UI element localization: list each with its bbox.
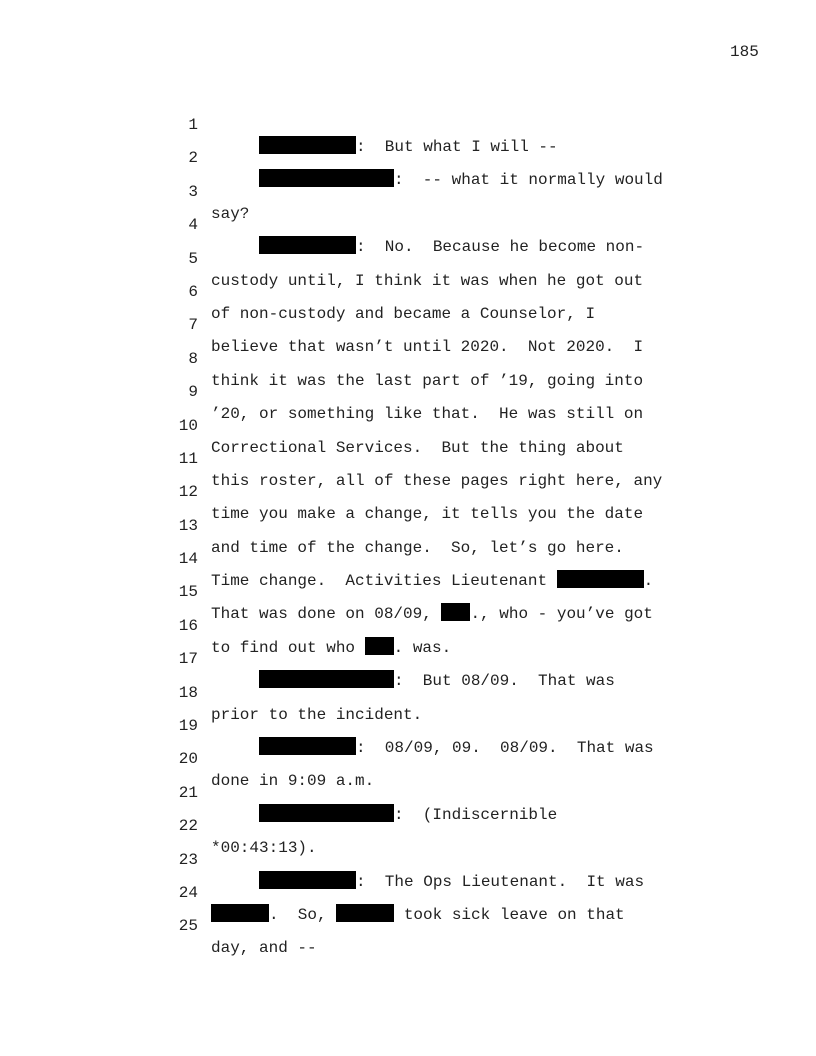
transcript-line — [0, 292, 816, 357]
transcript-line — [0, 159, 816, 223]
transcript-line — [0, 192, 816, 257]
line-text-part: . So, — [269, 905, 337, 924]
line-number: 1 — [188, 116, 198, 134]
transcript-line — [0, 893, 816, 958]
line-number: 3 — [188, 182, 198, 201]
transcript-line — [0, 660, 816, 724]
transcript-line — [0, 92, 816, 156]
line-text-part: . — [643, 572, 654, 591]
line-text: say? — [211, 204, 250, 223]
line-number: 20 — [178, 750, 198, 769]
line-number: 17 — [178, 650, 198, 669]
transcript-line — [0, 793, 816, 858]
line-text-part: : 08/09, 09. 08/09. That was — [356, 739, 654, 758]
transcript-line — [0, 393, 816, 457]
transcript-line — [0, 526, 816, 591]
line-number: 8 — [188, 349, 198, 368]
transcript-line — [0, 259, 816, 323]
line-text-part: : But 08/09. That was — [394, 672, 615, 691]
line-text-part: : No. Because he become non- — [356, 238, 645, 257]
transcript-line — [0, 693, 816, 758]
transcript-line — [0, 359, 816, 424]
line-number: 21 — [178, 783, 198, 802]
transcript-line — [0, 860, 816, 924]
transcript-line — [0, 125, 816, 190]
transcript-line — [0, 593, 816, 657]
line-text: and time of the change. So, let’s go here. — [211, 538, 624, 557]
line-text-part: : (Indiscernible — [394, 805, 558, 824]
line-text-part: . was. — [393, 638, 452, 657]
line-number: 10 — [178, 416, 198, 435]
line-number: 22 — [178, 817, 198, 836]
line-number: 25 — [178, 917, 198, 936]
transcript-lines — [0, 92, 816, 958]
line-number: 18 — [178, 683, 198, 702]
line-text: believe that wasn’t until 2020. Not 2020. I — [211, 338, 644, 357]
transcript-line — [0, 326, 816, 390]
line-text: of non-custody and became a Counselor, I — [211, 304, 596, 323]
line-number: 9 — [188, 383, 198, 402]
line-text-part: That was done on 08/09, — [211, 605, 442, 624]
line-number: 19 — [178, 717, 198, 736]
line-text-part: : The Ops Lieutenant. It was — [356, 872, 645, 891]
line-number: 6 — [188, 282, 198, 301]
transcript-line — [0, 827, 816, 891]
line-number: 5 — [188, 249, 198, 268]
line-number: 11 — [178, 449, 198, 468]
line-text-part: took sick leave on that — [394, 905, 625, 924]
line-text-part: : But what I will -- — [356, 138, 558, 156]
line-text: prior to the incident. — [211, 705, 423, 724]
line-text: done in 9:09 a.m. — [211, 772, 375, 791]
line-text: ’20, or something like that. He was still on — [211, 405, 644, 424]
transcript-line — [0, 226, 816, 290]
line-number: 16 — [178, 616, 198, 635]
line-number: 12 — [178, 483, 198, 502]
line-number: 4 — [188, 216, 198, 235]
line-text-part: Time change. Activities Lieutenant — [211, 572, 557, 591]
transcript-line — [0, 760, 816, 824]
transcript-line — [0, 426, 816, 490]
line-number: 2 — [188, 149, 198, 168]
line-text: day, and -- — [211, 939, 317, 958]
line-text-part: ., who - you’ve got — [470, 605, 653, 624]
line-number: 7 — [188, 316, 198, 335]
page-number: 185 — [730, 43, 759, 61]
line-number: 14 — [178, 550, 198, 569]
line-text: *00:43:13). — [211, 839, 317, 858]
line-text: time you make a change, it tells you the date — [211, 505, 644, 524]
line-text: think it was the last part of ’19, going into — [211, 371, 644, 390]
transcript-line — [0, 493, 816, 557]
transcript-line — [0, 459, 816, 524]
line-text: Correctional Services. But the thing about — [211, 438, 624, 457]
transcript-line — [0, 559, 816, 624]
line-text: this roster, all of these pages right here, any — [211, 471, 663, 490]
line-number: 24 — [178, 883, 198, 902]
transcript-line — [0, 726, 816, 791]
transcript-line — [0, 626, 816, 691]
line-text: custody until, I think it was when he got out — [211, 271, 644, 290]
line-number: 13 — [178, 516, 198, 535]
line-text-part: to find out who — [211, 638, 365, 657]
line-number: 23 — [178, 850, 198, 869]
line-text-part: : -- what it normally would — [394, 171, 663, 190]
line-number: 15 — [178, 583, 198, 602]
